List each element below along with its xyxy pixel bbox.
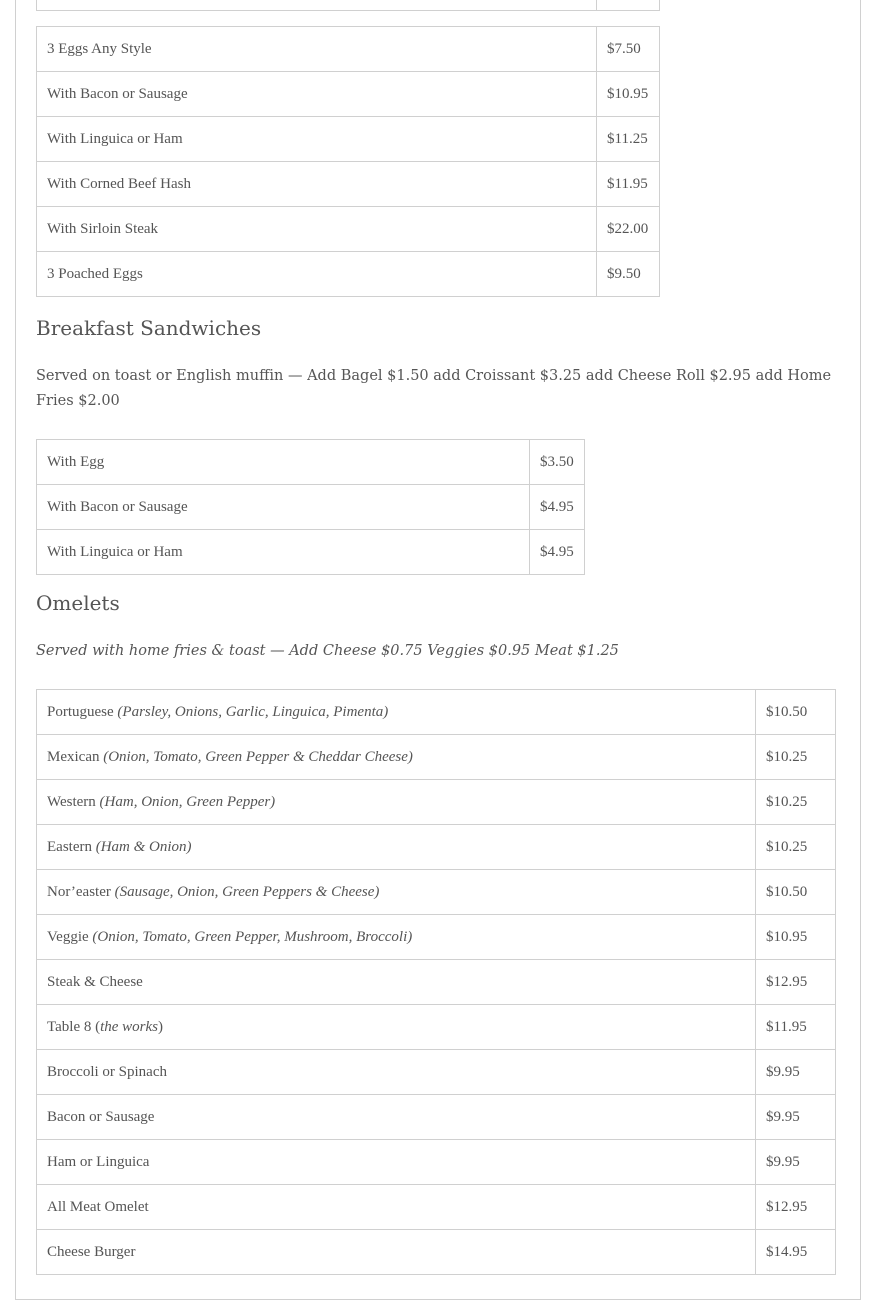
eggs-table [36, 26, 660, 297]
table-row [37, 1185, 836, 1230]
table-row [37, 207, 660, 252]
table-row [37, 780, 836, 825]
table-row [37, 915, 836, 960]
table-row [37, 1230, 836, 1275]
omelets-note: Served with home fries & toast — Add Cheese $0.75 Veggies $0.95 Meat $1.25 [36, 643, 619, 659]
table-row [37, 440, 585, 485]
item-name-cell [37, 780, 756, 825]
item-price: $10.50 [756, 870, 836, 915]
section-title-omelets: Omelets [36, 591, 120, 615]
item-name: With Egg [47, 453, 105, 470]
item-price: $9.95 [756, 1140, 836, 1185]
previous-table-fragment [36, 0, 660, 11]
item-price: $9.95 [756, 1050, 836, 1095]
table-row [37, 825, 836, 870]
item-price: $10.95 [756, 915, 836, 960]
item-name-cell [37, 690, 756, 735]
item-price: $10.25 [756, 825, 836, 870]
item-name: 3 Poached Eggs [47, 265, 143, 282]
table-row [37, 735, 836, 780]
table-row [37, 0, 660, 11]
table-row [37, 252, 660, 297]
item-name-cell [37, 960, 756, 1005]
table-row [37, 530, 585, 575]
item-price: $12.95 [756, 1185, 836, 1230]
item-name-cell [37, 72, 597, 117]
item-price: $11.95 [597, 162, 660, 207]
item-name: 3 Eggs Any Style [47, 40, 152, 57]
item-name-cell [37, 735, 756, 780]
item-name-cell [37, 1050, 756, 1095]
item-price-cell [597, 0, 660, 11]
item-name: With Linguica or Ham [47, 130, 183, 147]
table-row [37, 870, 836, 915]
item-name-cell [37, 870, 756, 915]
item-name: With Bacon or Sausage [47, 85, 188, 102]
item-description: (Ham, Onion, Green Pepper) [99, 793, 276, 810]
table-row [37, 117, 660, 162]
item-name: Portuguese [47, 703, 118, 720]
item-name-cell [37, 1230, 756, 1275]
table-row [37, 72, 660, 117]
item-name-cell [37, 825, 756, 870]
sandwiches-table [36, 439, 585, 575]
item-name-cell [37, 1185, 756, 1230]
item-suffix: ) [158, 1018, 164, 1035]
item-name: With Bacon or Sausage [47, 498, 188, 515]
item-name: Nor’easter [47, 883, 115, 900]
item-price: $3.50 [530, 440, 585, 485]
table-row [37, 162, 660, 207]
item-name-cell [37, 1140, 756, 1185]
item-name-cell [37, 0, 597, 11]
table-row [37, 27, 660, 72]
table-row [37, 1140, 836, 1185]
item-name-cell [37, 252, 597, 297]
table-row [37, 1050, 836, 1095]
table-row [37, 1095, 836, 1140]
item-name-cell [37, 1005, 756, 1050]
item-price: $7.50 [597, 27, 660, 72]
item-name: Bacon or Sausage [47, 1108, 155, 1125]
item-price: $4.95 [530, 530, 585, 575]
item-name-cell [37, 117, 597, 162]
item-price: $10.95 [597, 72, 660, 117]
item-name: With Sirloin Steak [47, 220, 159, 237]
item-name: Mexican [47, 748, 104, 765]
item-name: Western [47, 793, 100, 810]
item-name: Steak & Cheese [47, 973, 143, 990]
sandwiches-note: Served on toast or English muffin — Add Bagel $1.50 add Croissant $3.25 add Cheese Roll $2.95 add Home Fries $2.00 [36, 368, 832, 409]
section-title-breakfast-sandwiches: Breakfast Sandwiches [36, 316, 262, 340]
item-price: $11.95 [756, 1005, 836, 1050]
item-description: the works [100, 1018, 159, 1035]
item-name: Eastern [47, 838, 96, 855]
item-name-cell [37, 485, 530, 530]
item-name-cell [37, 440, 530, 485]
item-price: $10.25 [756, 735, 836, 780]
item-name: Ham or Linguica [47, 1153, 150, 1170]
item-price: $10.25 [756, 780, 836, 825]
item-name: Veggie [47, 928, 93, 945]
table-row [37, 1005, 836, 1050]
item-price: $22.00 [597, 207, 660, 252]
item-price: $14.95 [756, 1230, 836, 1275]
item-price: $10.50 [756, 690, 836, 735]
item-name-cell [37, 530, 530, 575]
item-name-cell [37, 1095, 756, 1140]
item-name: Cheese Burger [47, 1243, 136, 1260]
item-name: With Linguica or Ham [47, 543, 183, 560]
omelets-table [36, 689, 836, 1275]
item-description: (Parsley, Onions, Garlic, Linguica, Pimenta) [117, 703, 389, 720]
item-name: Broccoli or Spinach [47, 1063, 167, 1080]
item-name: All Meat Omelet [47, 1198, 149, 1215]
table-row [37, 690, 836, 735]
item-description: (Onion, Tomato, Green Pepper & Cheddar Cheese) [103, 748, 413, 765]
item-name-cell [37, 162, 597, 207]
item-description: (Ham & Onion) [95, 838, 192, 855]
item-name: Table 8 ( [47, 1018, 101, 1035]
item-description: (Sausage, Onion, Green Peppers & Cheese) [114, 883, 380, 900]
item-price: $12.95 [756, 960, 836, 1005]
item-price: $4.95 [530, 485, 585, 530]
item-name: With Corned Beef Hash [47, 175, 191, 192]
item-price: $9.95 [756, 1095, 836, 1140]
table-row [37, 485, 585, 530]
table-row [37, 960, 836, 1005]
item-price: $9.50 [597, 252, 660, 297]
item-name-cell [37, 207, 597, 252]
item-name-cell [37, 27, 597, 72]
item-description: (Onion, Tomato, Green Pepper, Mushroom, Broccoli) [92, 928, 413, 945]
item-price: $11.25 [597, 117, 660, 162]
item-name-cell [37, 915, 756, 960]
